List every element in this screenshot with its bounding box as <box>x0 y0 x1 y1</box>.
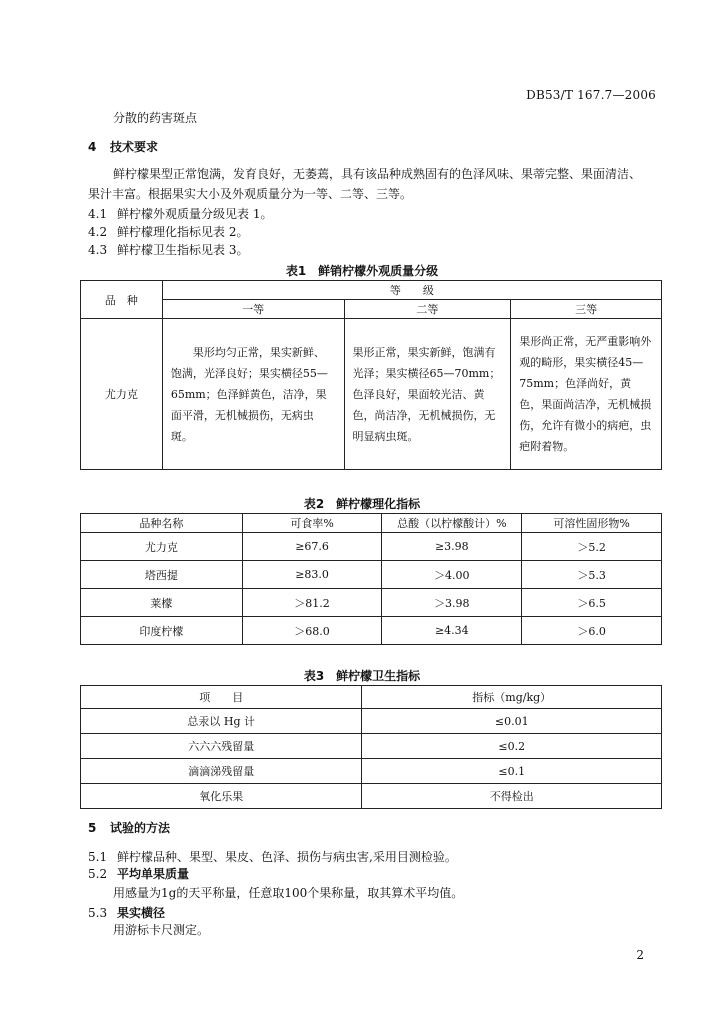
table1-header-grade: 等 级 <box>162 281 661 300</box>
table3-header-limit: 指标（mg/kg） <box>362 686 662 709</box>
table1-grade1-cell: 果形均匀正常，果实新鲜、饱满，光泽良好；果实横径55—65mm；色泽鲜黄色，洁净，果面平滑，无机械损伤，无病虫斑。 <box>162 319 344 470</box>
table-row <box>81 734 662 759</box>
item-5-2-number: 5.2 <box>88 867 108 881</box>
document-code: DB53/T 167.7—2006 <box>526 88 656 102</box>
table2-cell: ≥4.34 <box>382 617 522 645</box>
table2-cell: ≥67.6 <box>242 533 382 561</box>
item-4-2-text: 鲜柠檬理化指标见表 2。 <box>117 225 249 239</box>
section4-number: 4 <box>88 140 97 154</box>
item-5-3-text: 用游标卡尺测定。 <box>113 923 210 937</box>
table2-cell: ≥83.0 <box>242 561 382 589</box>
table1-grade2-cell: 果形正常，果实新鲜，饱满有光泽；果实横径65—70mm；色泽良好，果面较光洁、黄色，尚洁净，无机械损伤，无明显病虫斑。 <box>344 319 511 470</box>
table-row <box>81 784 662 809</box>
table2-header-solids: 可溶性固形物% <box>522 514 662 533</box>
table2-cell: ＞4.00 <box>382 561 522 589</box>
table3-cell: ≤0.01 <box>362 709 662 734</box>
table2-cell: 莱檬 <box>81 589 243 617</box>
table2-cell: ＞5.2 <box>522 533 662 561</box>
item-4-3-number: 4.3 <box>88 243 108 257</box>
table-row <box>81 589 662 617</box>
table-row <box>81 709 662 734</box>
section5-number: 5 <box>88 821 97 835</box>
intro-continuation: 分散的药害斑点 <box>113 111 198 125</box>
table3-cell: 氧化乐果 <box>81 784 362 809</box>
item-4-2-number: 4.2 <box>88 225 108 239</box>
table-row <box>81 561 662 589</box>
table2-cell: ＞81.2 <box>242 589 382 617</box>
table3-cell: 六六六残留量 <box>81 734 362 759</box>
table3-header-item: 项 目 <box>81 686 362 709</box>
table2-cell: ＞5.3 <box>522 561 662 589</box>
table2-cell: ＞6.0 <box>522 617 662 645</box>
item-5-2-title: 平均单果质量 <box>117 867 190 881</box>
table2-cell: 塔西提 <box>81 561 243 589</box>
table3-cell: 滴滴涕残留量 <box>81 759 362 784</box>
table1 <box>80 280 662 470</box>
item-5-1-text: 鲜柠檬品种、果型、果皮、色泽、损伤与病虫害,采用目测检验。 <box>117 850 457 864</box>
table1-header-grade2: 二等 <box>344 300 511 319</box>
table2-header-variety: 品种名称 <box>81 514 243 533</box>
table1-grade3-cell: 果形尚正常，无严重影响外观的畸形，果实横径45—75mm；色泽尚好，黄色，果面尚洁净，无机械损伤，允许有微小的病疤，虫疤附着物。 <box>511 319 662 470</box>
item-5-3-title: 果实横径 <box>117 906 166 920</box>
table2-cell: 印度柠檬 <box>81 617 243 645</box>
table3-cell: ≤0.1 <box>362 759 662 784</box>
table2-cell: ＞68.0 <box>242 617 382 645</box>
table2-header-acid: 总酸（以柠檬酸计）% <box>382 514 522 533</box>
table1-header-variety: 品 种 <box>81 281 163 319</box>
section5-title: 试验的方法 <box>110 821 171 835</box>
table3-cell: ≤0.2 <box>362 734 662 759</box>
table2-header-edible: 可食率% <box>242 514 382 533</box>
section4-paragraph-line2: 果汁丰富。根据果实大小及外观质量分为一等、二等、三等。 <box>88 187 413 201</box>
table1-variety-cell: 尤力克 <box>81 319 163 470</box>
table2-caption: 表2 鲜柠檬理化指标 <box>303 497 421 511</box>
table3 <box>80 685 662 809</box>
table2-cell: ≥3.98 <box>382 533 522 561</box>
section4-paragraph-line1: 鲜柠檬果型正常饱满，发育良好，无萎蔫，具有该品种成熟固有的色泽风味、果蒂完整、果面清洁、 <box>113 167 642 181</box>
table-row <box>81 533 662 561</box>
table3-caption: 表3 鲜柠檬卫生指标 <box>303 669 421 683</box>
table2-cell: ＞3.98 <box>382 589 522 617</box>
item-4-1-text: 鲜柠檬外观质量分级见表 1。 <box>117 207 273 221</box>
table-row <box>81 617 662 645</box>
item-5-1-number: 5.1 <box>88 850 108 864</box>
table1-header-grade3: 三等 <box>511 300 662 319</box>
item-5-2-text: 用感量为1g的天平称量，任意取100个果称量，取其算术平均值。 <box>113 886 464 900</box>
table2-cell: 尤力克 <box>81 533 243 561</box>
table1-header-grade1: 一等 <box>162 300 344 319</box>
page-number: 2 <box>636 948 644 962</box>
table2 <box>80 513 662 645</box>
section4-title: 技术要求 <box>110 140 159 154</box>
table2-cell: ＞6.5 <box>522 589 662 617</box>
table3-cell: 总汞以 Hg 计 <box>81 709 362 734</box>
table1-caption: 表1 鲜销柠檬外观质量分级 <box>285 264 439 278</box>
table-row <box>81 759 662 784</box>
item-5-3-number: 5.3 <box>88 906 108 920</box>
item-4-1-number: 4.1 <box>88 207 108 221</box>
table3-cell: 不得检出 <box>362 784 662 809</box>
item-4-3-text: 鲜柠檬卫生指标见表 3。 <box>117 243 249 257</box>
